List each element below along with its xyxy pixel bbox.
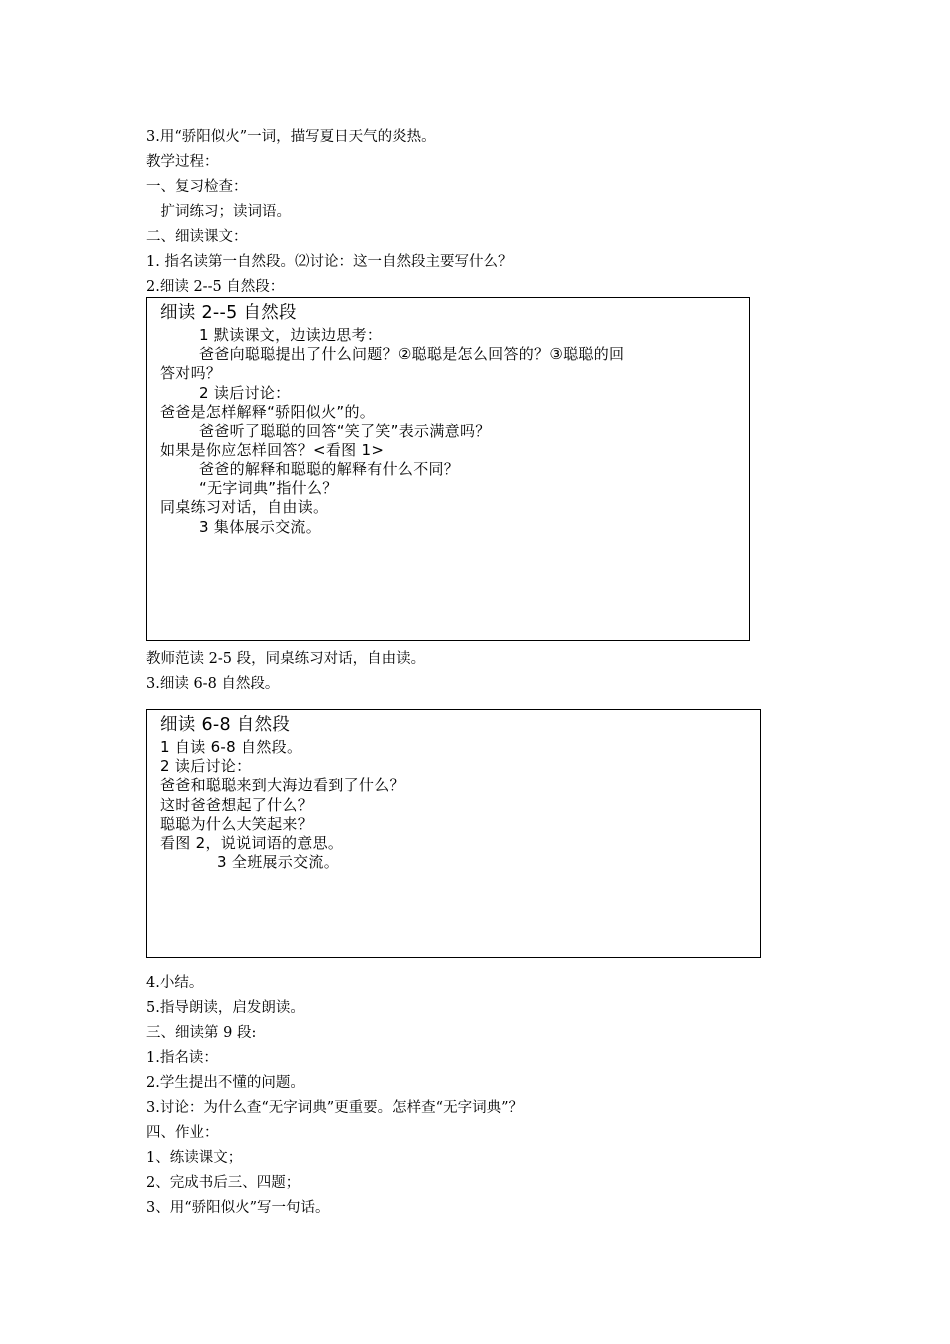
section-teaching-process: 教学过程： (146, 154, 219, 170)
step-2: 2.细读 2--5 自然段： (146, 279, 285, 295)
box-line: 爸爸是怎样解释“骄阳似火”的。 (160, 403, 376, 421)
box-line: 同桌练习对话，自由读。 (160, 498, 329, 516)
review-item: 扩词练习；读词语。 (146, 204, 291, 220)
box-line: 2 读后讨论： (199, 384, 291, 402)
reading-box-2-5 (146, 297, 750, 641)
heading-close-reading: 二、细读课文： (146, 229, 248, 245)
p9-step-1: 1.指名读： (146, 1050, 218, 1066)
box-line: 爸爸和聪聪来到大海边看到了什么？ (160, 776, 405, 794)
box-line: “无字词典”指什么？ (199, 479, 338, 497)
heading-review: 一、复习检查： (146, 179, 248, 195)
homework-3: 3、用“骄阳似火”写一句话。 (146, 1200, 330, 1216)
step-3: 3.细读 6-8 自然段。 (146, 676, 280, 692)
box-line: 1 默读课文，边读边思考： (199, 326, 383, 344)
p9-step-2: 2.学生提出不懂的问题。 (146, 1075, 305, 1091)
box-line: 爸爸的解释和聪聪的解释有什么不同？ (199, 460, 460, 478)
homework-2: 2、完成书后三、四题； (146, 1175, 301, 1191)
box-line: 这时爸爸想起了什么？ (160, 796, 314, 814)
heading-homework: 四、作业： (146, 1125, 219, 1141)
box-line: 2 读后讨论： (160, 757, 252, 775)
box-title: 细读 2--5 自然段 (160, 303, 297, 323)
homework-1: 1、练读课文； (146, 1150, 243, 1166)
step-1: 1. 指名读第一自然段。⑵讨论：这一自然段主要写什么？ (146, 254, 513, 270)
box-line: 1 自读 6-8 自然段。 (160, 738, 303, 756)
box-line: 看图 2，说说词语的意思。 (160, 834, 344, 852)
reading-box-6-8 (146, 709, 761, 958)
box-line: 爸爸听了聪聪的回答“笑了笑”表示满意吗？ (199, 422, 491, 440)
heading-paragraph-9: 三、细读第 9 段: (146, 1025, 257, 1041)
box-line: 聪聪为什么大笑起来？ (160, 815, 314, 833)
box-line: 3 全班展示交流。 (217, 853, 340, 871)
box-line: 3 集体展示交流。 (199, 518, 322, 536)
teacher-reading: 教师范读 2-5 段，同桌练习对话，自由读。 (146, 651, 426, 667)
step-5: 5.指导朗读，启发朗读。 (146, 1000, 305, 1016)
box-line: 答对吗？ (160, 364, 222, 382)
box-title: 细读 6-8 自然段 (160, 715, 291, 735)
objective-3: 3.用“骄阳似火”一词，描写夏日天气的炎热。 (146, 129, 436, 145)
step-4: 4.小结。 (146, 975, 204, 991)
p9-step-3: 3.讨论：为什么查“无字词典”更重要。怎样查“无字词典”？ (146, 1100, 523, 1116)
box-line: 爸爸向聪聪提出了什么问题？②聪聪是怎么回答的？③聪聪的回 (199, 345, 625, 363)
box-line: 如果是你应怎样回答？<看图 1> (160, 441, 385, 459)
